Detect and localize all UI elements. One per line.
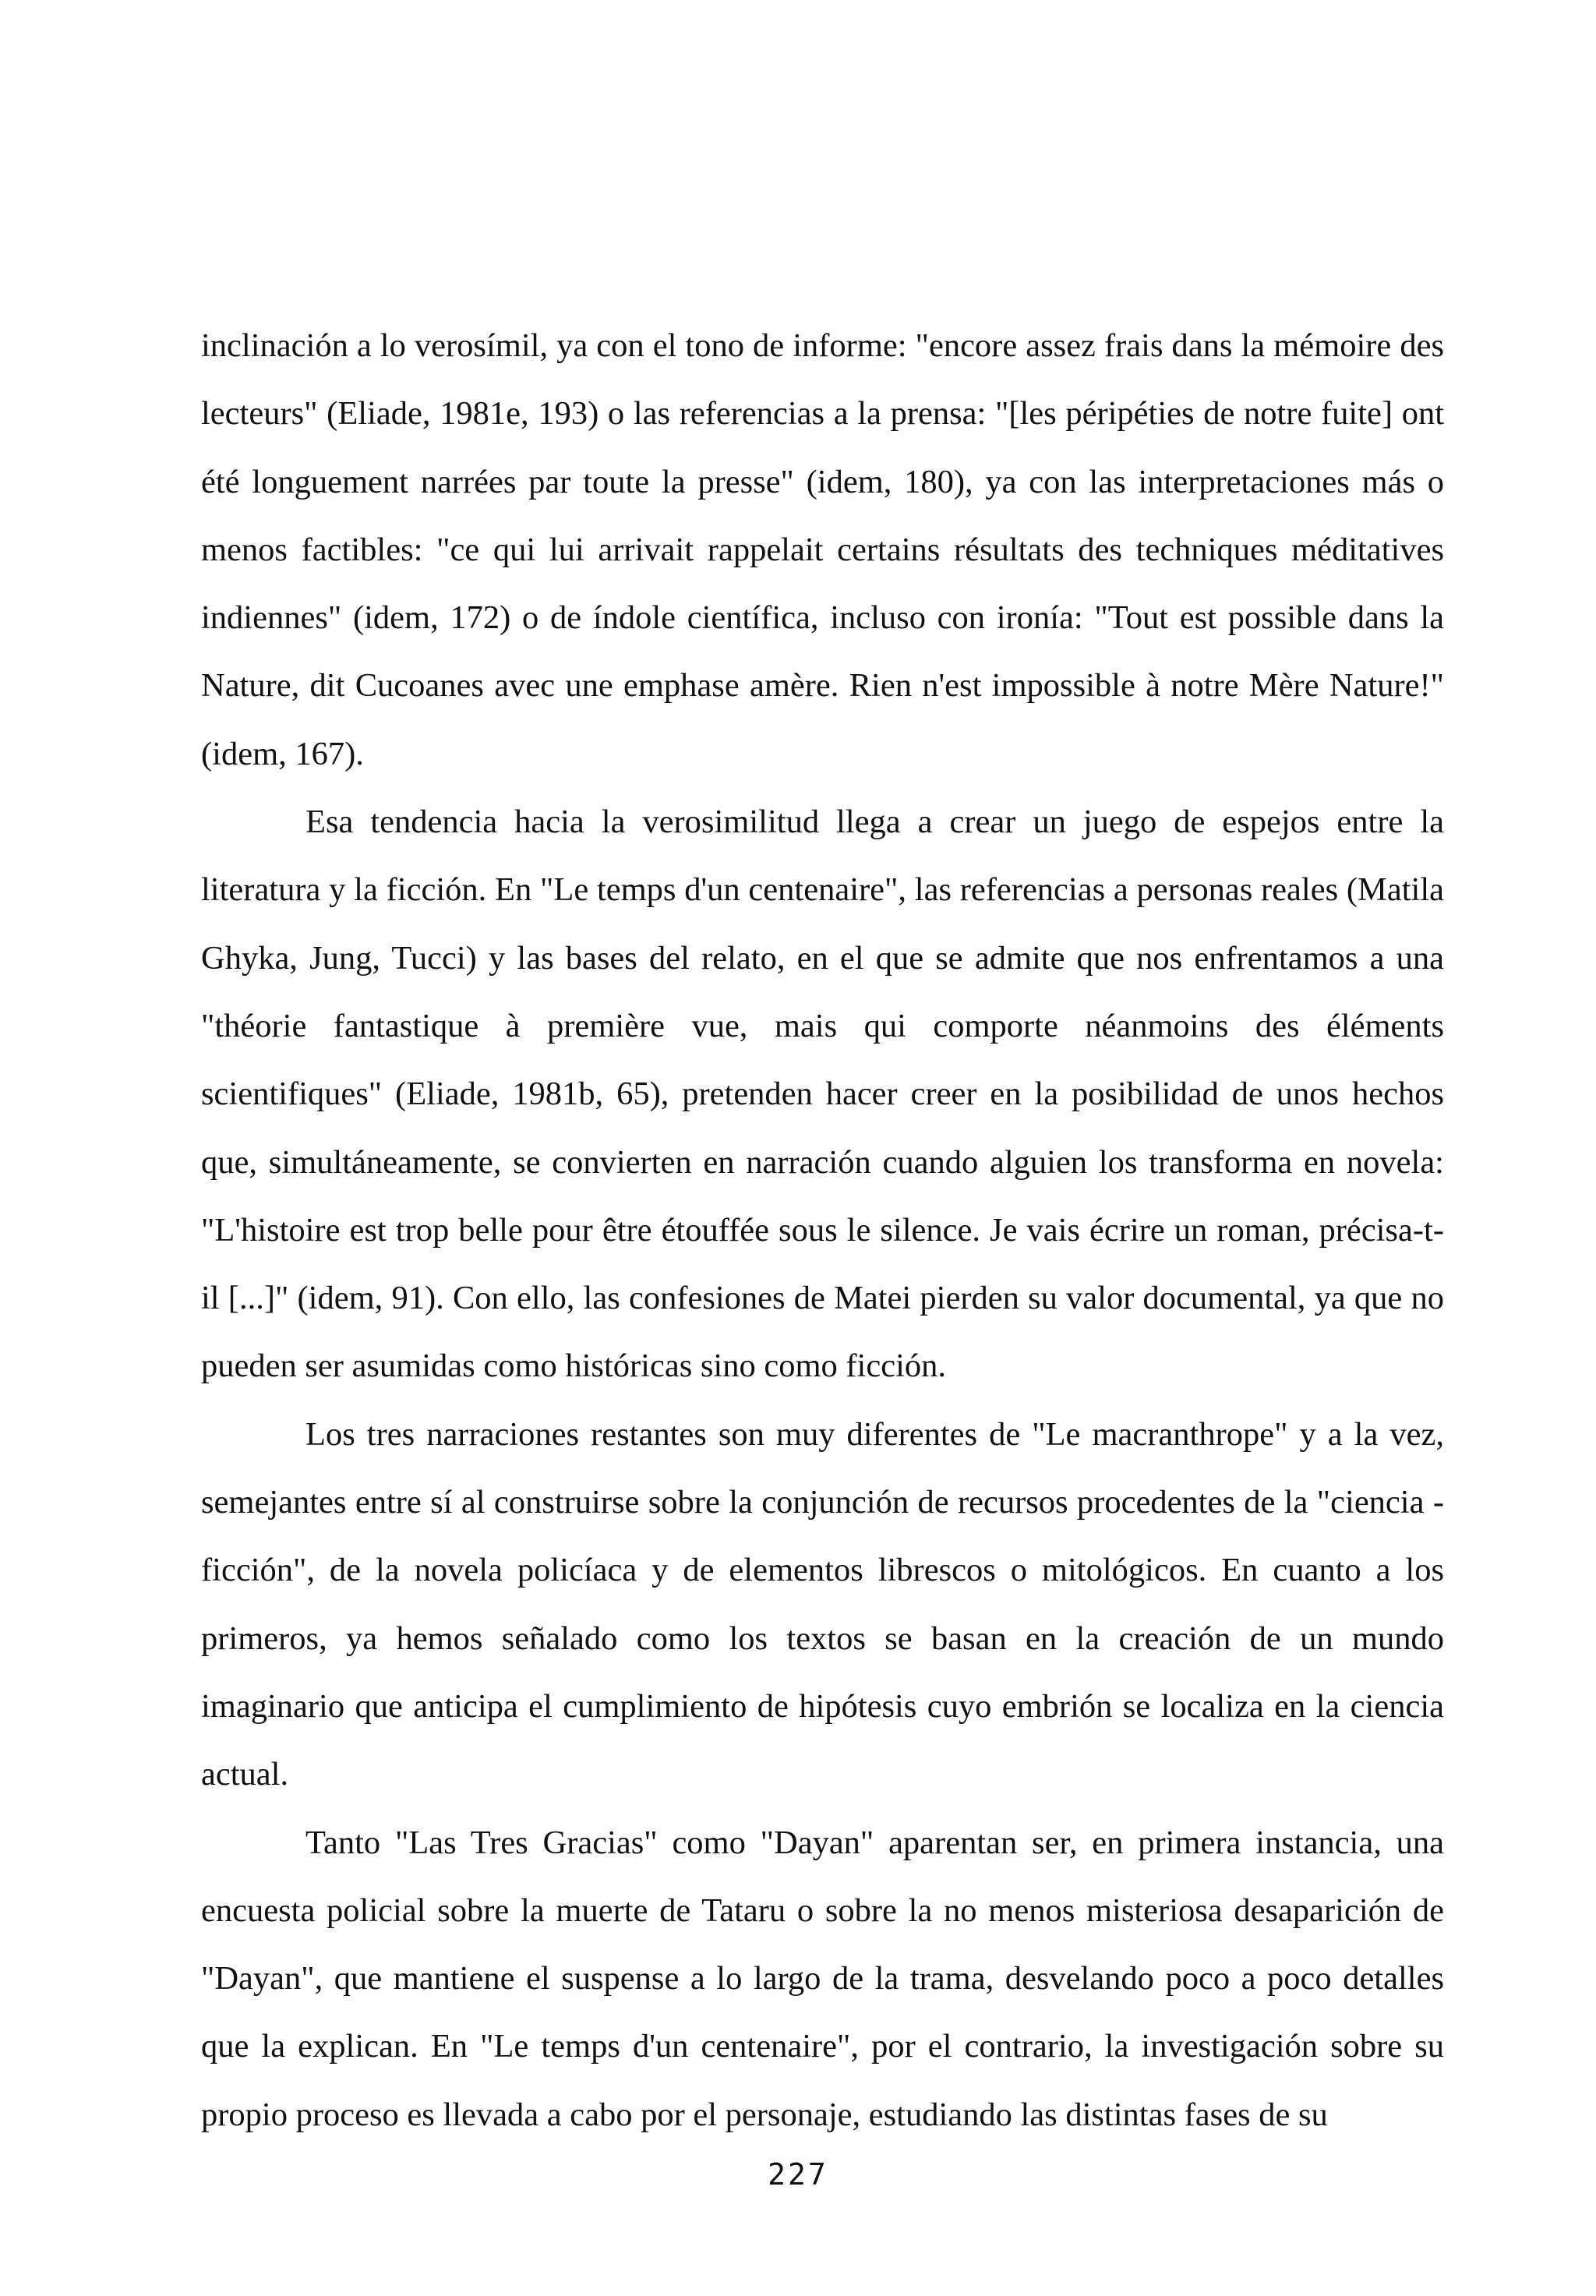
page-body — [201, 312, 1444, 2149]
page-number: 227 — [768, 2157, 828, 2192]
paragraph-1: inclinación a lo verosímil, ya con el tono de informe: "encore assez frais dans la mémoire des lecteurs" (Eliade, 1981e, 193) o las referencias a la prensa: "[les péripéties de notre fuite] ont été longuement narrées par toute la presse" (idem, 180), ya con las interpretaciones más o menos factibles: "ce qui lui arrivait rappelait certains résultats des techniques méditatives indiennes" (idem, 172) o de índole científica, incluso con ironía: "Tout est possible dans la Nature, dit Cucoanes avec une emphase amère. Rien n'est impossible à notre Mère Nature!" (idem, 167). — [201, 327, 1444, 772]
paragraph-2: Esa tendencia hacia la verosimilitud llega a crear un juego de espejos entre la literatura y la ficción. En "Le temps d'un centenaire", las referencias a personas reales (Matila Ghyka, Jung, Tucci) y las bases del relato, en el que se admite que nos enfrentamos a una "théorie fantastique à première vue, mais qui comporte néanmoins des éléments scientifiques" (Eliade, 1981b, 65), pretenden hacer creer en la posibilidad de unos hechos que, simultáneamente, se convierten en narración cuando alguien los transforma en novela: "L'histoire est trop belle pour être étouffée sous le silence. Je vais écrire un roman, précisa-t-il [...]" (idem, 91). Con ello, las confesiones de Matei pierden su valor documental, ya que no pueden ser asumidas como históricas sino como ficción. — [201, 804, 1444, 1385]
paragraph-3: Los tres narraciones restantes son muy diferentes de "Le macranthrope" y a la vez, semejantes entre sí al construirse sobre la conjunción de recursos procedentes de la "ciencia - ficción", de la novela policíaca y de elementos librescos o mitológicos. En cuanto a los primeros, ya hemos señalado como los textos se basan en la creación de un mundo imaginario que anticipa el cumplimiento de hipótesis cuyo embrión se localiza en la ciencia actual. — [201, 1415, 1444, 1793]
paragraph-4: Tanto "Las Tres Gracias" como "Dayan" aparentan ser, en primera instancia, una encuesta policial sobre la muerte de Tataru o sobre la no menos misteriosa desaparición de "Dayan", que mantiene el suspense a lo largo de la trama, desvelando poco a poco detalles que la explican. En "Le temps d'un centenaire", por el contrario, la investigación sobre su propio proceso es llevada a cabo por el personaje, estudiando las distintas fases de su — [201, 1824, 1444, 2133]
